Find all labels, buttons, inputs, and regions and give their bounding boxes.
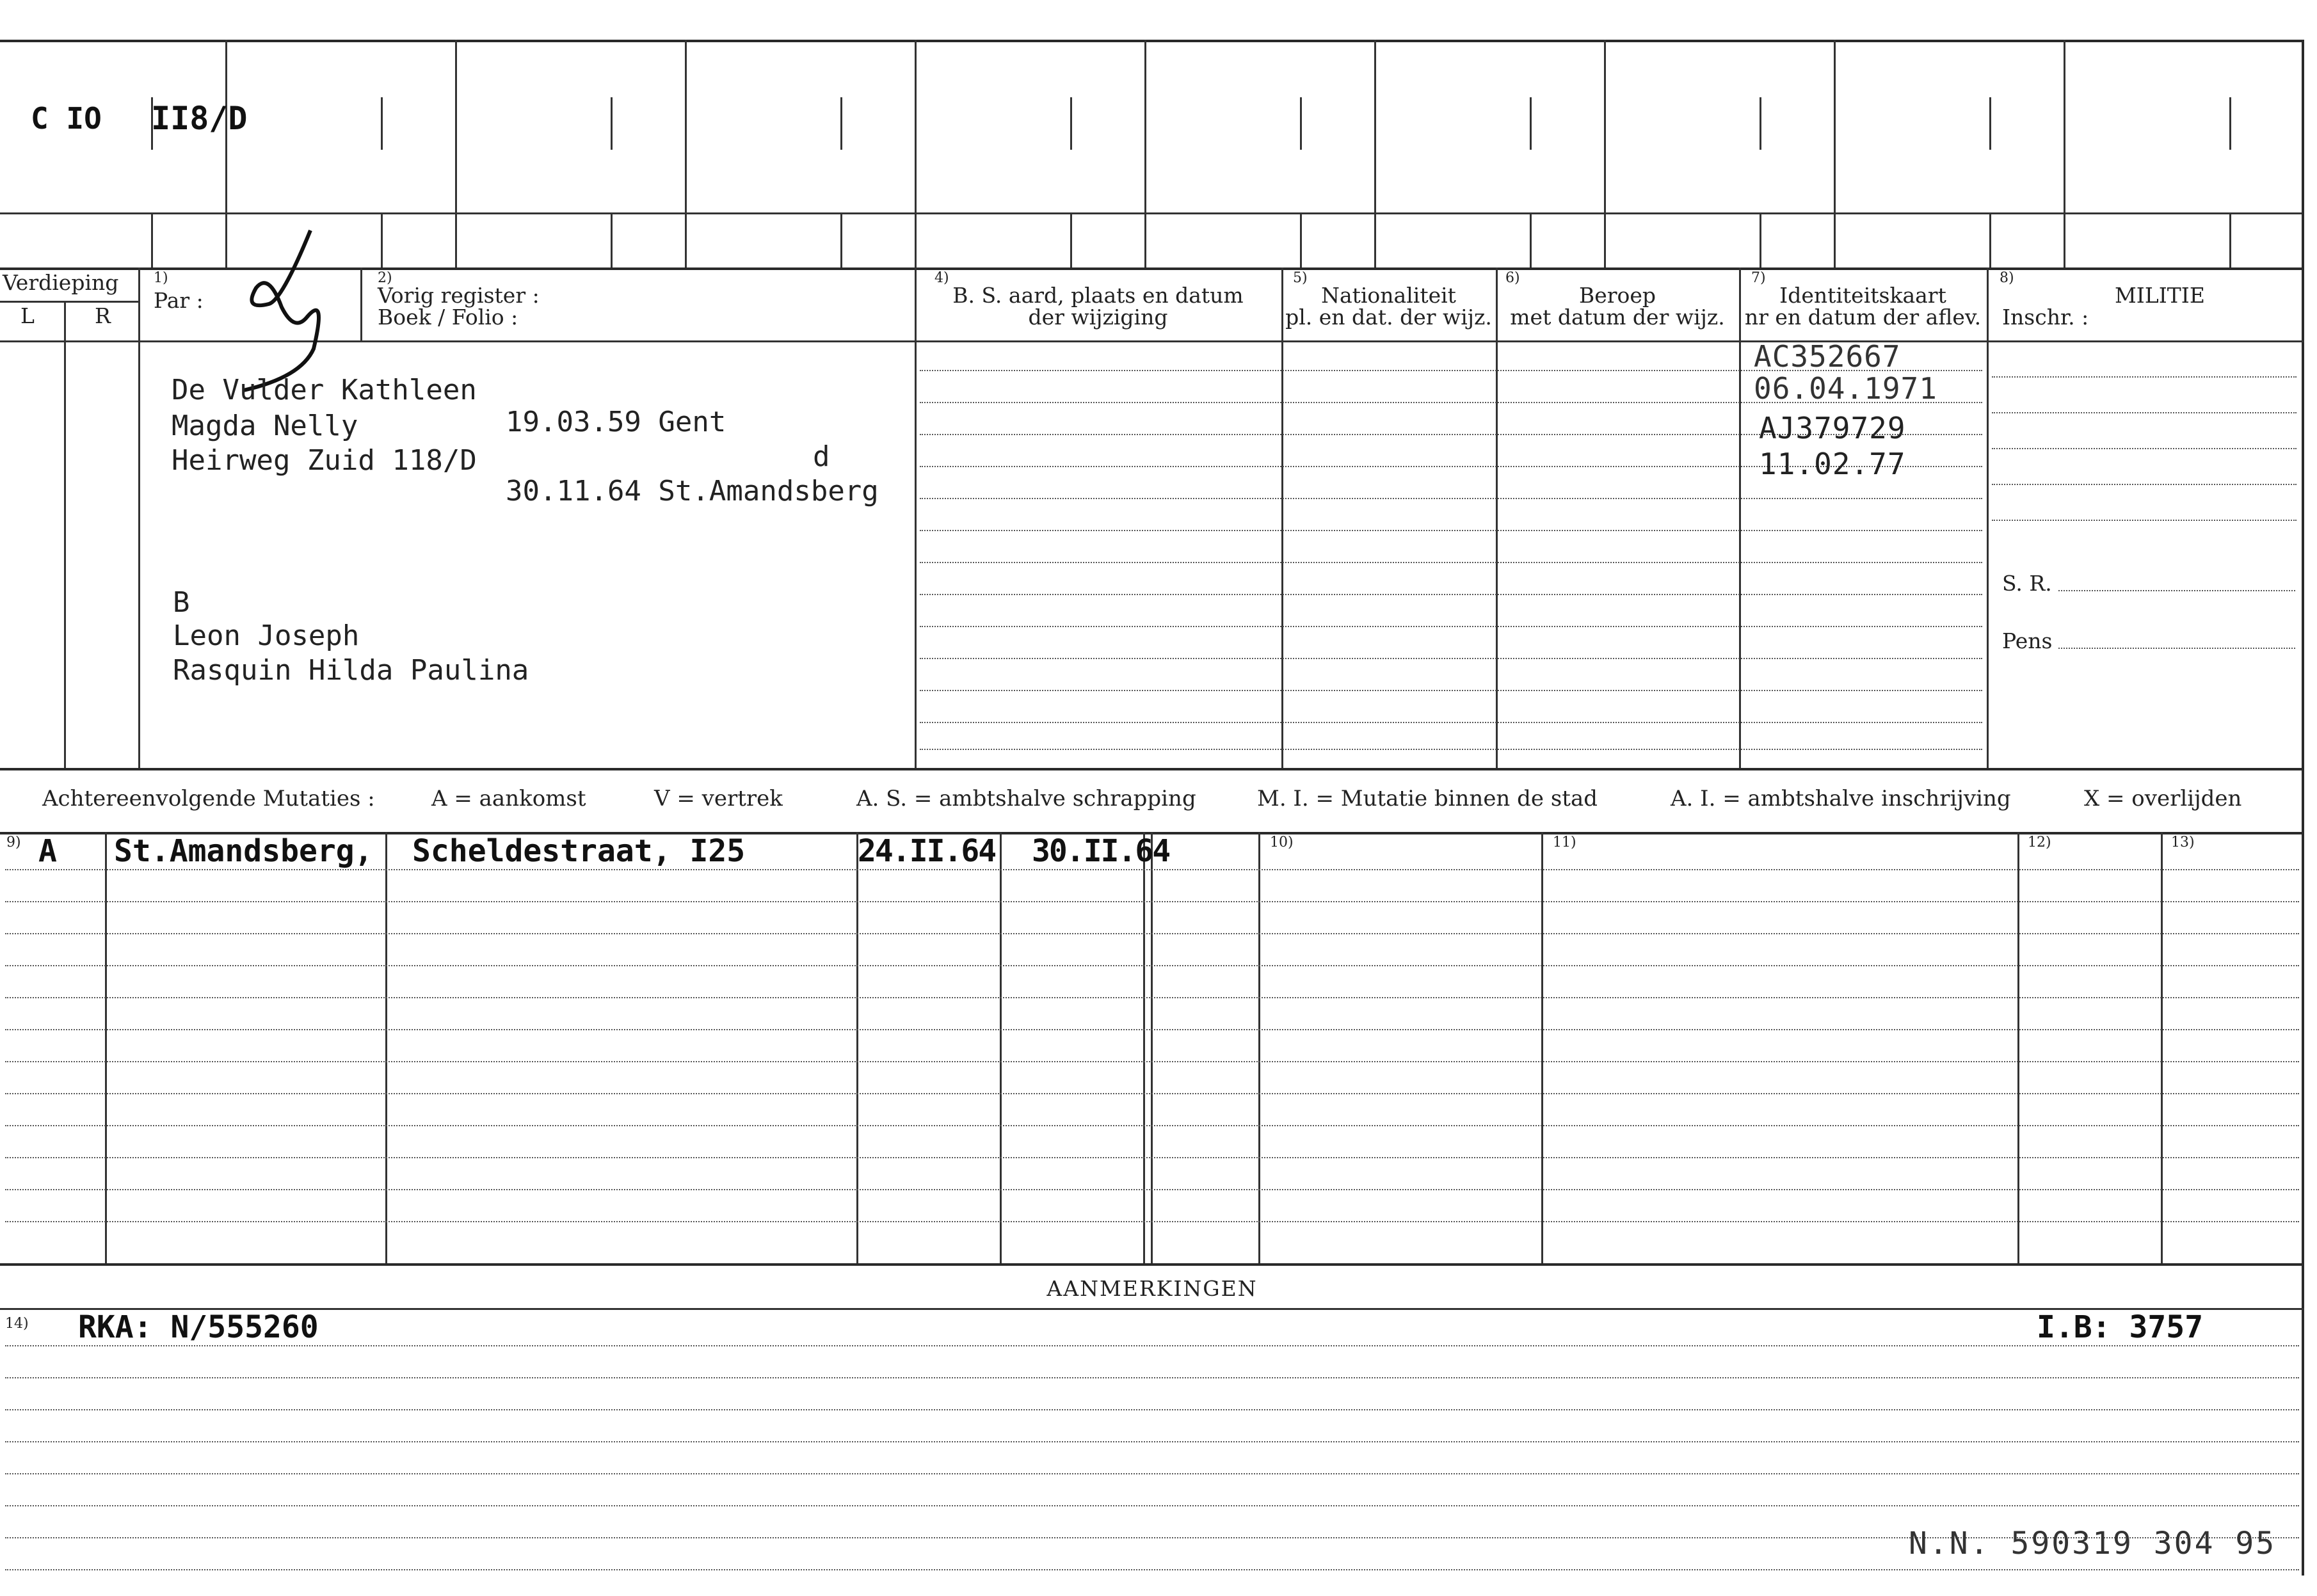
col-vline [138,267,140,768]
person-name-line1: De Vulder Kathleen [172,374,477,406]
remarks-title: AANMERKINGEN [1046,1276,1258,1301]
inschr-label: Inschr. : [2002,305,2089,330]
col-number: 2) [378,270,392,286]
grid-tick [381,97,383,150]
grid-tick [1070,212,1072,267]
mutation-street: Scheldestraat, I25 [412,833,746,869]
col-number: 8) [2000,270,2014,286]
father-name: Leon Joseph [173,619,360,652]
register-code: C IO [31,101,102,136]
mutation-type: A [38,833,57,869]
par-label: Par : [154,288,204,313]
verdieping-l: L [20,303,35,328]
mut-vline [385,832,387,1263]
mut-vline [2161,832,2163,1263]
grid-tick [1300,212,1302,267]
legend-v: V = vertrek [654,786,783,811]
col-number: 4) [934,270,949,286]
grid-vline [1144,40,1146,267]
mut-vline [1151,832,1153,1263]
id-card1-number: AC352667 [1754,339,1901,374]
grid-vline [2064,40,2065,267]
national-number: N.N. 590319 304 95 [1909,1526,2277,1561]
bs-label: B. S. aard, plaats en datum [952,283,1244,308]
grid-tick [1760,212,1761,267]
person-block-bottom [0,768,2304,770]
mutation-date-2: 30.II.64 [1032,833,1170,869]
grid-tick [1989,212,1991,267]
mutations-bottom [0,1263,2304,1266]
sr-label: S. R. [2002,571,2052,596]
grid-tick [1760,97,1761,150]
birth-date-place: 19.03.59 Gent [506,406,726,438]
mut-vline [105,832,107,1263]
house-number: II8/D [151,100,248,137]
parent-mark: B [173,586,190,619]
grid-vline [915,40,917,267]
par-signature [230,224,397,397]
beroep-label: Beroep [1578,283,1656,308]
grid-vline [225,40,227,267]
col-number: 12) [2028,834,2051,850]
col-vline [915,267,917,768]
boek-folio-label: Boek / Folio : [378,305,518,330]
col-vline [1281,267,1283,768]
pens-dotted-line [2058,648,2295,649]
verdieping-r: R [95,303,111,328]
mut-vline [856,832,858,1263]
arrival-date-place: 30.11.64 St.Amandsberg [506,475,879,507]
mut-vline [1541,832,1543,1263]
grid-tick [1300,97,1302,150]
nationaliteit-label-2: pl. en dat. der wijz. [1285,305,1492,330]
grid-vline [1604,40,1606,267]
nationaliteit-label: Nationaliteit [1321,283,1456,308]
mut-vline [2017,832,2019,1263]
legend-x: X = overlijden [2084,786,2242,811]
grid-tick [1989,97,1991,150]
remarks-top [0,1308,2304,1310]
grid-tick [151,212,153,267]
col-number: 11) [1553,834,1576,850]
pens-label: Pens [2002,628,2053,653]
legend-mi: M. I. = Mutatie binnen de stad [1257,786,1598,811]
person-name-line2: Magda Nelly [172,410,358,442]
grid-vline [455,40,457,267]
header-row-line [0,212,2304,214]
col-number: 10) [1270,834,1294,850]
grid-tick [611,97,613,150]
verdieping-divider [0,301,138,303]
rka-number: RKA: N/555260 [78,1309,319,1345]
legend-as: A. S. = ambtshalve schrapping [856,786,1196,811]
person-address: Heirweg Zuid 118/D [172,444,477,477]
top-border [0,40,2304,42]
grid-tick [840,97,842,150]
status-mark: d [813,440,830,473]
legend-a: A = aankomst [431,786,586,811]
right-border [2302,40,2304,1576]
legend-ai: A. I. = ambtshalve inschrijving [1671,786,2011,811]
col-vline [1496,267,1498,768]
id-card2-number: AJ379729 [1759,411,1906,445]
col-vline [1987,267,1989,768]
bs-label-2: der wijziging [1028,305,1168,330]
beroep-label-2: met datum der wijz. [1510,305,1725,330]
col-number: 13) [2171,834,2195,850]
col-number: 1) [154,270,168,286]
verdieping-label: Verdieping [3,270,119,295]
mut-vline [1258,832,1260,1263]
grid-vline [1834,40,1836,267]
mutation-date-1: 24.II.64 [858,833,996,869]
mutation-place: St.Amandsberg, [114,833,373,869]
grid-tick [1530,212,1532,267]
col-number: 14) [5,1316,29,1332]
grid-vline [1374,40,1376,267]
ib-number: I.B: 3757 [2037,1309,2204,1345]
identiteitskaart-label: Identiteitskaart [1779,283,1946,308]
col-number: 9) [6,834,21,850]
vorig-register-label: Vorig register : [378,283,540,308]
grid-tick [611,212,613,267]
grid-vline [685,40,687,267]
col-number: 7) [1751,270,1766,286]
grid-tick [2229,97,2231,150]
verdieping-split [64,301,66,768]
id-card1-date: 06.04.1971 [1754,371,1937,406]
id-card2-date: 11.02.77 [1759,447,1906,481]
identiteitskaart-label-2: nr en datum der aflev. [1744,305,1982,330]
mut-vline [1143,832,1145,1263]
militie-label: MILITIE [2115,283,2205,308]
legend-title: Achtereenvolgende Mutaties : [42,786,375,811]
grid-tick [840,212,842,267]
col-number: 5) [1293,270,1308,286]
grid-tick [1070,97,1072,150]
grid-tick [1530,97,1532,150]
sr-dotted-line [2058,590,2295,591]
mother-name: Rasquin Hilda Paulina [173,654,529,687]
col-vline [1739,267,1741,768]
mut-vline [1000,832,1002,1263]
grid-tick [2229,212,2231,267]
col-number: 6) [1505,270,1520,286]
